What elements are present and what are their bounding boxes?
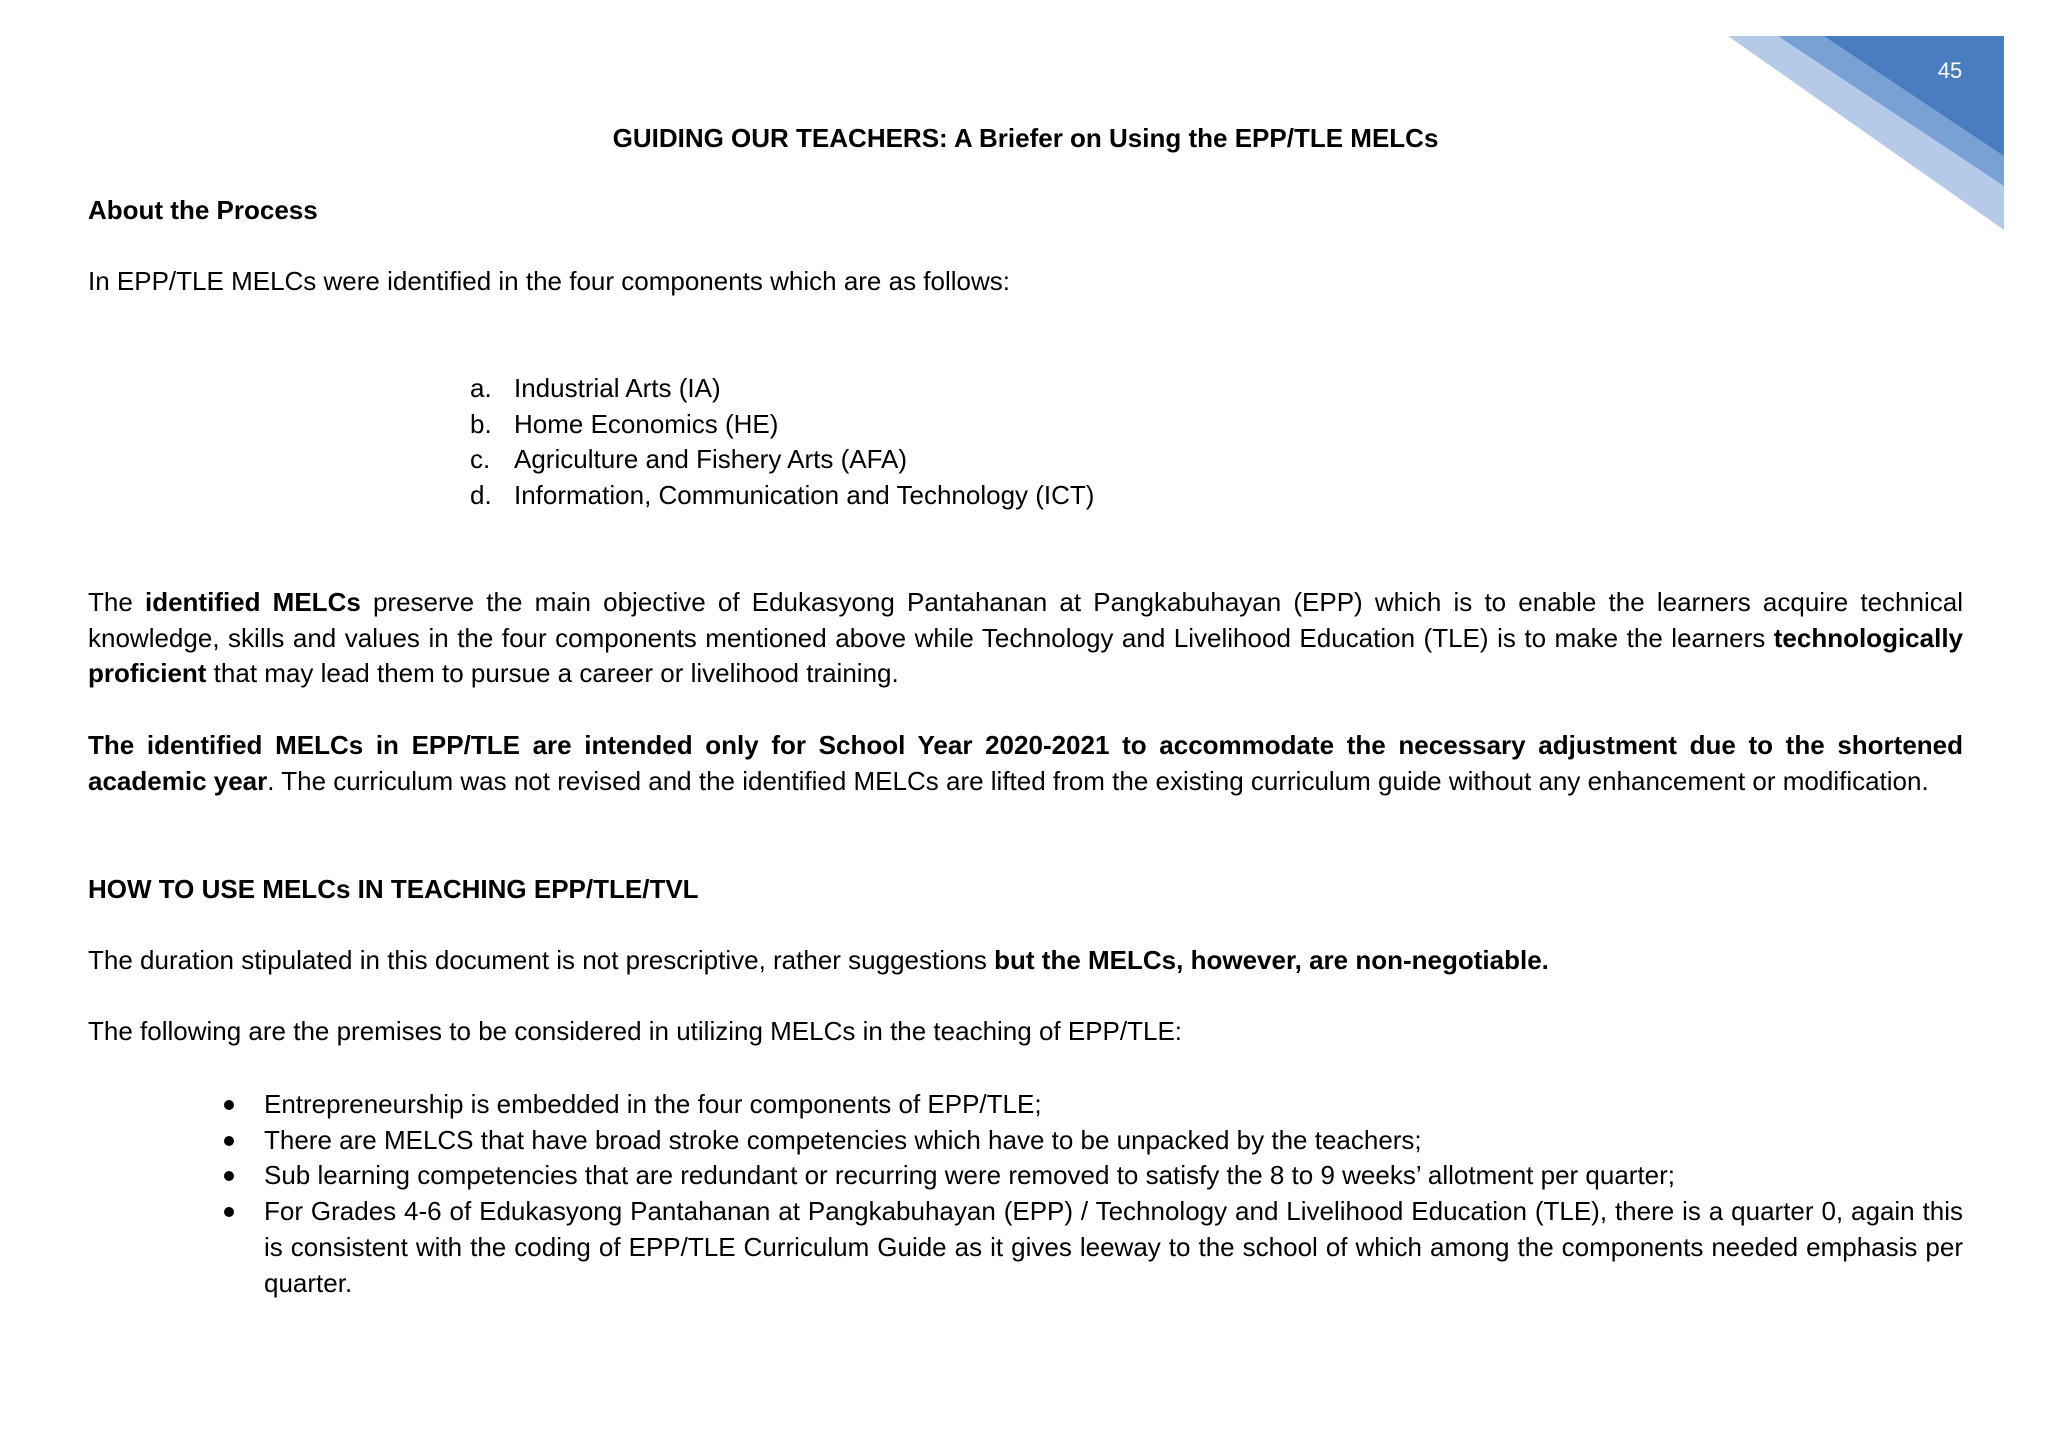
bullet-icon bbox=[224, 1136, 234, 1146]
duration-paragraph bbox=[88, 943, 1963, 979]
text-run: The bbox=[88, 587, 145, 617]
text-run: The duration stipulated in this document is not prescriptive, rather suggestions bbox=[88, 945, 995, 975]
list-marker: a. bbox=[470, 373, 492, 403]
bullet-icon bbox=[224, 1100, 234, 1110]
list-item-text: Home Economics (HE) bbox=[514, 408, 779, 439]
list-marker: d. bbox=[470, 480, 492, 511]
list-item bbox=[224, 1158, 1963, 1194]
list-item bbox=[462, 442, 1094, 478]
list-item bbox=[224, 1194, 1963, 1301]
text-run: preserve the main objective of Edukasyong Pantahanan at Pangkabuhayan (EPP) which is to enable the learners acquire technical knowledge, skills and values in the four components mentioned above while Technology and Livelihood Education (TLE) is to make the learners bbox=[88, 587, 1963, 653]
list-item bbox=[462, 478, 1094, 514]
section-heading-about: About the Process bbox=[88, 195, 318, 225]
list-item bbox=[462, 371, 1094, 407]
page-title: GUIDING OUR TEACHERS: A Briefer on Using the EPP/TLE MELCs bbox=[612, 123, 1439, 153]
bullet-icon bbox=[224, 1171, 234, 1181]
list-item bbox=[224, 1123, 1963, 1159]
list-item-text: There are MELCS that have broad stroke competencies which have to be unpacked by the teachers; bbox=[264, 1124, 1422, 1155]
page-number: 45 bbox=[1937, 58, 1963, 83]
list-marker: c. bbox=[470, 444, 491, 475]
list-item bbox=[224, 1087, 1963, 1123]
bold-text: identified MELCs bbox=[144, 587, 361, 617]
list-item-text: Sub learning competencies that are redundant or recurring were removed to satisfy the 8 to 9 weeks’ allotment per quarter; bbox=[264, 1160, 1676, 1191]
text-run: . The curriculum was not revised and the identified MELCs are lifted from the existing curriculum guide without any enhancement or modification. bbox=[267, 765, 1929, 796]
bullet-icon bbox=[224, 1207, 234, 1217]
intro-paragraph: In EPP/TLE MELCs were identified in the four components which are as follows: bbox=[88, 266, 1010, 296]
premises-list bbox=[224, 1087, 1963, 1301]
list-item-text: Industrial Arts (IA) bbox=[514, 373, 721, 403]
bold-text: The identified MELCs in EPP/TLE are intended only for School Year 2020-2021 to accommodate the necessary adjustment due to the shortened academic year bbox=[88, 730, 1963, 796]
premises-intro-paragraph: The following are the premises to be considered in utilizing MELCs in the teaching of EPP/TLE: bbox=[88, 1016, 1183, 1046]
list-item-text: For Grades 4-6 of Edukasyong Pantahanan at Pangkabuhayan (EPP) / Technology and Livelihood Education (TLE), there is a quarter 0, again this is consistent with the coding of EPP/TLE Curriculum Guide as it gives leeway to the school of which among the components needed emphasis per quarter. bbox=[264, 1196, 1963, 1298]
objective-paragraph bbox=[88, 585, 1963, 692]
bold-text: but the MELCs, however, are non-negotiable. bbox=[994, 945, 1549, 975]
list-item-text: Entrepreneurship is embedded in the four components of EPP/TLE; bbox=[264, 1089, 1042, 1119]
list-marker: b. bbox=[470, 408, 492, 439]
school-year-paragraph bbox=[88, 728, 1963, 799]
text-run: that may lead them to pursue a career or livelihood training. bbox=[206, 658, 899, 689]
section-heading-howto: HOW TO USE MELCs IN TEACHING EPP/TLE/TVL bbox=[88, 874, 699, 904]
list-item bbox=[462, 407, 1094, 443]
components-list bbox=[462, 371, 1094, 514]
list-item-text: Agriculture and Fishery Arts (AFA) bbox=[514, 444, 908, 475]
list-item-text: Information, Communication and Technology (ICT) bbox=[514, 480, 1095, 511]
bold-text: technologically proficient bbox=[88, 622, 1963, 689]
